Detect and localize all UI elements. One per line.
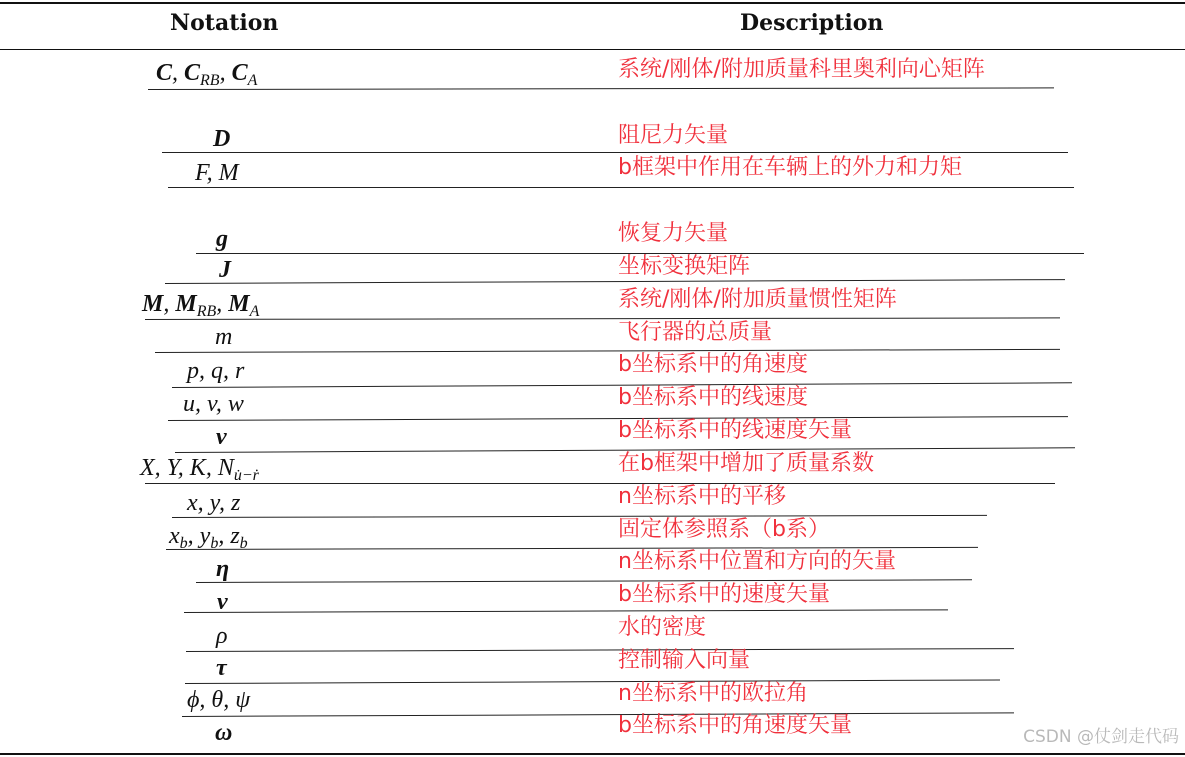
row-separator: [182, 712, 1014, 717]
desc-row-4: 恢复力矢量: [618, 221, 729, 246]
symbol-nu: ν: [217, 589, 228, 615]
symbol-inertia-matrix: M, $M_{RB}$, $M_A$: [142, 291, 260, 320]
row-separator: [184, 609, 948, 613]
desc-row-10: b坐标系中的线速度矢量: [618, 418, 852, 443]
symbol-angular-rates: p, q, r: [187, 358, 245, 384]
desc-row-6: 系统/刚体/附加质量惯性矩阵: [618, 287, 897, 312]
symbol-transform: J: [219, 257, 231, 283]
symbol-mass: m: [215, 324, 233, 350]
symbol-omega: ω: [215, 720, 233, 746]
row-separator: [165, 279, 1065, 284]
header-description: Description: [740, 10, 884, 36]
desc-row-12: n坐标系中的平移: [618, 484, 786, 509]
symbol-added-mass-coefficients: X, Y, K, $N_{u̇-ṙ}$: [140, 455, 259, 484]
symbol-force-moment: F, M: [195, 160, 239, 186]
desc-row-1: 系统/刚体/附加质量科里奥利向心矩阵: [618, 57, 985, 82]
symbol-eta: η: [216, 556, 230, 582]
symbol-linear-velocity-vector: v: [216, 424, 227, 450]
header-notation: Notation: [170, 10, 279, 36]
row-separator: [162, 152, 1068, 153]
desc-row-2: 阻尼力矢量: [618, 123, 729, 148]
desc-row-3: b框架中作用在车辆上的外力和力矩: [618, 155, 962, 180]
row-separator: [148, 87, 1054, 90]
row-separator: [172, 515, 987, 518]
desc-row-7: 飞行器的总质量: [618, 320, 773, 345]
row-separator: [145, 317, 1060, 320]
row-separator: [185, 679, 1000, 684]
table-bottom-rule: [0, 753, 1185, 755]
desc-row-16: 水的密度: [618, 615, 707, 640]
row-separator: [145, 483, 1055, 484]
desc-row-13: 固定体参照系（b系）: [618, 517, 830, 542]
desc-row-9: b坐标系中的线速度: [618, 385, 808, 410]
symbol-linear-rates: u, v, w: [183, 391, 244, 417]
symbol-coriolis-matrix: C, $C_{RB}$, $C_A$: [156, 60, 258, 89]
row-separator: [168, 187, 1074, 188]
table-header-rule: [0, 49, 1185, 50]
row-separator: [186, 648, 1014, 652]
desc-row-15: b坐标系中的速度矢量: [618, 582, 830, 607]
watermark: CSDN @仗剑走代码: [1023, 727, 1179, 747]
desc-row-11: 在b框架中增加了质量系数: [618, 451, 874, 476]
row-separator: [196, 579, 972, 583]
symbol-restoring: g: [216, 226, 228, 252]
desc-row-14: n坐标系中位置和方向的矢量: [618, 549, 896, 574]
symbol-body-frame: $x_b$, $y_b$, $z_b$: [169, 523, 248, 552]
row-separator: [155, 349, 1060, 353]
symbol-translation: x, y, z: [187, 490, 241, 516]
symbol-rho: ρ: [216, 623, 228, 649]
symbol-damping: D: [213, 126, 231, 152]
symbol-euler-angles: ϕ, θ, ψ: [187, 687, 251, 713]
desc-row-5: 坐标变换矩阵: [618, 254, 751, 279]
symbol-tau: τ: [216, 655, 227, 681]
desc-row-17: 控制输入向量: [618, 648, 751, 673]
table-top-rule: [0, 2, 1185, 4]
desc-row-18: n坐标系中的欧拉角: [618, 681, 808, 706]
desc-row-8: b坐标系中的角速度: [618, 352, 808, 377]
desc-row-19: b坐标系中的角速度矢量: [618, 713, 852, 738]
